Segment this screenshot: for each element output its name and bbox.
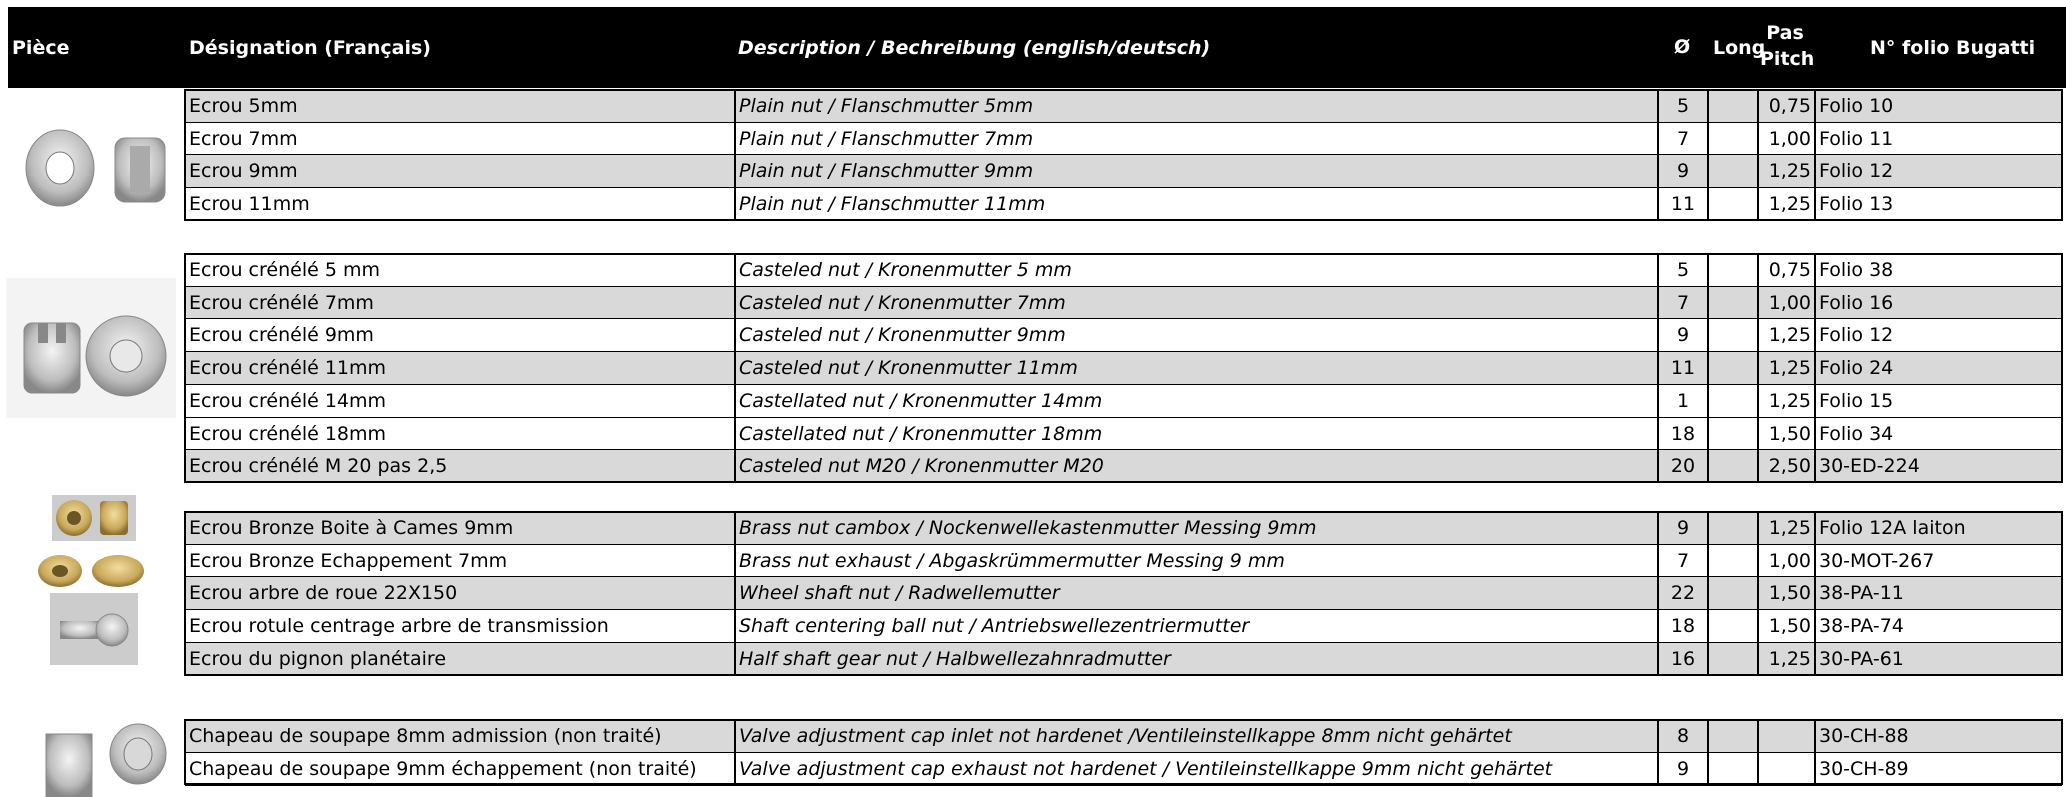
diameter-cell: 9: [1659, 155, 1709, 187]
description-cell: Casteled nut / Kronenmutter 9mm: [736, 319, 1659, 351]
header-pas: Pas: [1766, 22, 1804, 44]
length-cell: [1709, 123, 1759, 155]
length-cell: [1709, 319, 1759, 351]
pitch-cell: [1759, 753, 1816, 785]
description-cell: Shaft centering ball nut / Antriebswellezentriermutter: [736, 610, 1659, 642]
length-cell: [1709, 385, 1759, 417]
designation-cell: Ecrou Bronze Echappement 7mm: [186, 545, 736, 577]
table-row: [185, 609, 2062, 643]
folio-cell: Folio 38: [1819, 259, 1894, 281]
diameter-cell: 11: [1659, 188, 1709, 220]
length-cell: [1709, 287, 1759, 319]
description-cell: Plain nut / Flanschmutter 9mm: [736, 155, 1659, 187]
description-cell: Brass nut cambox / Nockenwellekastenmutter Messing 9mm: [736, 512, 1659, 544]
diameter-cell: 1: [1659, 385, 1709, 417]
length-cell: [1709, 610, 1759, 642]
header-description: Description / Bechreibung (english/deutsch): [738, 37, 1211, 59]
designation-cell: Ecrou crénélé 11mm: [186, 352, 736, 384]
diameter-cell: 9: [1659, 512, 1709, 544]
diameter-cell: 8: [1659, 720, 1709, 752]
description-cell: Valve adjustment cap inlet not hardenet /Ventileinstellkappe 8mm nicht gehärtet: [736, 720, 1659, 752]
folio-cell: 30-CH-89: [1819, 758, 1909, 780]
length-cell: [1709, 155, 1759, 187]
folio-cell: 38-PA-74: [1819, 615, 1904, 637]
description-cell: Plain nut / Flanschmutter 5mm: [736, 90, 1659, 122]
table-row: [185, 449, 2062, 483]
folio-cell: Folio 11: [1819, 128, 1894, 150]
folio-cell: Folio 12: [1819, 324, 1894, 346]
diameter-cell: 22: [1659, 577, 1709, 609]
pitch-cell: 1,25: [1759, 188, 1816, 220]
designation-cell: Ecrou arbre de roue 22X150: [186, 577, 736, 609]
table-row: [185, 384, 2062, 418]
designation-cell: Ecrou rotule centrage arbre de transmission: [186, 610, 736, 642]
diameter-cell: 20: [1659, 450, 1709, 482]
designation-cell: Ecrou Bronze Boite à Cames 9mm: [186, 512, 736, 544]
folio-cell: Folio 10: [1819, 95, 1894, 117]
folio-cell: Folio 13: [1819, 193, 1894, 215]
header-designation: Désignation (Français): [189, 37, 431, 59]
table-header: [8, 7, 2066, 88]
table-row: [185, 122, 2062, 156]
designation-cell: Ecrou crénélé 14mm: [186, 385, 736, 417]
table-row: [185, 642, 2062, 676]
diameter-cell: 18: [1659, 418, 1709, 450]
table-row: [185, 576, 2062, 610]
pitch-cell: 2,50: [1759, 450, 1816, 482]
table-row: [185, 187, 2062, 221]
diameter-cell: 9: [1659, 753, 1709, 785]
header-pitch: Pitch: [1760, 48, 1815, 70]
header-piece: Pièce: [12, 37, 70, 59]
pitch-cell: 1,00: [1759, 123, 1816, 155]
description-cell: Castellated nut / Kronenmutter 18mm: [736, 418, 1659, 450]
pitch-cell: 1,00: [1759, 545, 1816, 577]
brass-nut-photo: [38, 491, 150, 671]
pitch-cell: 0,75: [1759, 254, 1816, 286]
pitch-cell: 1,50: [1759, 418, 1816, 450]
designation-cell: Ecrou 7mm: [186, 123, 736, 155]
folio-cell: Folio 15: [1819, 390, 1894, 412]
table-row: [185, 417, 2062, 451]
pitch-cell: 1,25: [1759, 319, 1816, 351]
description-cell: Casteled nut / Kronenmutter 11mm: [736, 352, 1659, 384]
length-cell: [1709, 545, 1759, 577]
pitch-cell: [1759, 720, 1816, 752]
length-cell: [1709, 352, 1759, 384]
pitch-cell: 1,25: [1759, 643, 1816, 675]
designation-cell: Chapeau de soupape 8mm admission (non traité): [186, 720, 736, 752]
description-cell: Casteled nut / Kronenmutter 7mm: [736, 287, 1659, 319]
folio-cell: 30-CH-88: [1819, 725, 1909, 747]
designation-cell: Ecrou 11mm: [186, 188, 736, 220]
folio-cell: 30-PA-61: [1819, 648, 1904, 670]
description-cell: Half shaft gear nut / Halbwellezahnradmutter: [736, 643, 1659, 675]
table-row: [185, 318, 2062, 352]
header-long: Long: [1713, 37, 1766, 59]
folio-cell: Folio 12: [1819, 160, 1894, 182]
flange-nut-photo: [10, 108, 180, 214]
diameter-cell: 7: [1659, 123, 1709, 155]
description-cell: Valve adjustment cap exhaust not hardenet / Ventileinstellkappe 9mm nicht gehärtet: [736, 753, 1659, 785]
length-cell: [1709, 254, 1759, 286]
folio-cell: Folio 34: [1819, 423, 1894, 445]
description-cell: Wheel shaft nut / Radwellemutter: [736, 577, 1659, 609]
length-cell: [1709, 188, 1759, 220]
pitch-cell: 1,50: [1759, 610, 1816, 642]
diameter-cell: 18: [1659, 610, 1709, 642]
header-folio: N° folio Bugatti: [1870, 37, 2036, 59]
table-row: [185, 752, 2062, 786]
pitch-cell: 1,00: [1759, 287, 1816, 319]
folio-cell: 30-MOT-267: [1819, 550, 1935, 572]
diameter-cell: 5: [1659, 254, 1709, 286]
diameter-cell: 9: [1659, 319, 1709, 351]
description-cell: Casteled nut / Kronenmutter 5 mm: [736, 254, 1659, 286]
length-cell: [1709, 720, 1759, 752]
description-cell: Brass nut exhaust / Abgaskrümmermutter Messing 9 mm: [736, 545, 1659, 577]
diameter-cell: 7: [1659, 287, 1709, 319]
length-cell: [1709, 577, 1759, 609]
pitch-cell: 1,50: [1759, 577, 1816, 609]
table-row: [185, 89, 2062, 123]
folio-cell: 30-ED-224: [1819, 455, 1920, 477]
folio-cell: Folio 24: [1819, 357, 1894, 379]
pitch-cell: 0,75: [1759, 90, 1816, 122]
description-cell: Castellated nut / Kronenmutter 14mm: [736, 385, 1659, 417]
designation-cell: Ecrou 5mm: [186, 90, 736, 122]
table-row: [185, 351, 2062, 385]
header-pas-pitch: [1760, 22, 1815, 70]
valve-cap-photo: [38, 710, 168, 797]
table-row: [185, 253, 2062, 287]
description-cell: Casteled nut M20 / Kronenmutter M20: [736, 450, 1659, 482]
folio-cell: Folio 16: [1819, 292, 1894, 314]
table-row: [185, 286, 2062, 320]
length-cell: [1709, 450, 1759, 482]
table-row: [185, 719, 2062, 753]
length-cell: [1709, 90, 1759, 122]
diameter-cell: 5: [1659, 90, 1709, 122]
designation-cell: Ecrou crénélé 5 mm: [186, 254, 736, 286]
description-cell: Plain nut / Flanschmutter 11mm: [736, 188, 1659, 220]
length-cell: [1709, 512, 1759, 544]
designation-cell: Ecrou du pignon planétaire: [186, 643, 736, 675]
designation-cell: Ecrou 9mm: [186, 155, 736, 187]
pitch-cell: 1,25: [1759, 385, 1816, 417]
length-cell: [1709, 418, 1759, 450]
designation-cell: Ecrou crénélé M 20 pas 2,5: [186, 450, 736, 482]
header-diameter: Ø: [1674, 36, 1691, 58]
table-row: [185, 154, 2062, 188]
pitch-cell: 1,25: [1759, 155, 1816, 187]
table-row: [185, 511, 2062, 545]
castellated-nut-photo: [6, 278, 176, 418]
diameter-cell: 16: [1659, 643, 1709, 675]
length-cell: [1709, 753, 1759, 785]
folio-cell: Folio 12A laiton: [1819, 517, 1966, 539]
designation-cell: Ecrou crénélé 7mm: [186, 287, 736, 319]
designation-cell: Chapeau de soupape 9mm échappement (non traité): [186, 753, 736, 785]
description-cell: Plain nut / Flanschmutter 7mm: [736, 123, 1659, 155]
length-cell: [1709, 643, 1759, 675]
pitch-cell: 1,25: [1759, 352, 1816, 384]
diameter-cell: 7: [1659, 545, 1709, 577]
table-row: [185, 544, 2062, 578]
diameter-cell: 11: [1659, 352, 1709, 384]
pitch-cell: 1,25: [1759, 512, 1816, 544]
designation-cell: Ecrou crénélé 18mm: [186, 418, 736, 450]
folio-cell: 38-PA-11: [1819, 582, 1904, 604]
designation-cell: Ecrou crénélé 9mm: [186, 319, 736, 351]
